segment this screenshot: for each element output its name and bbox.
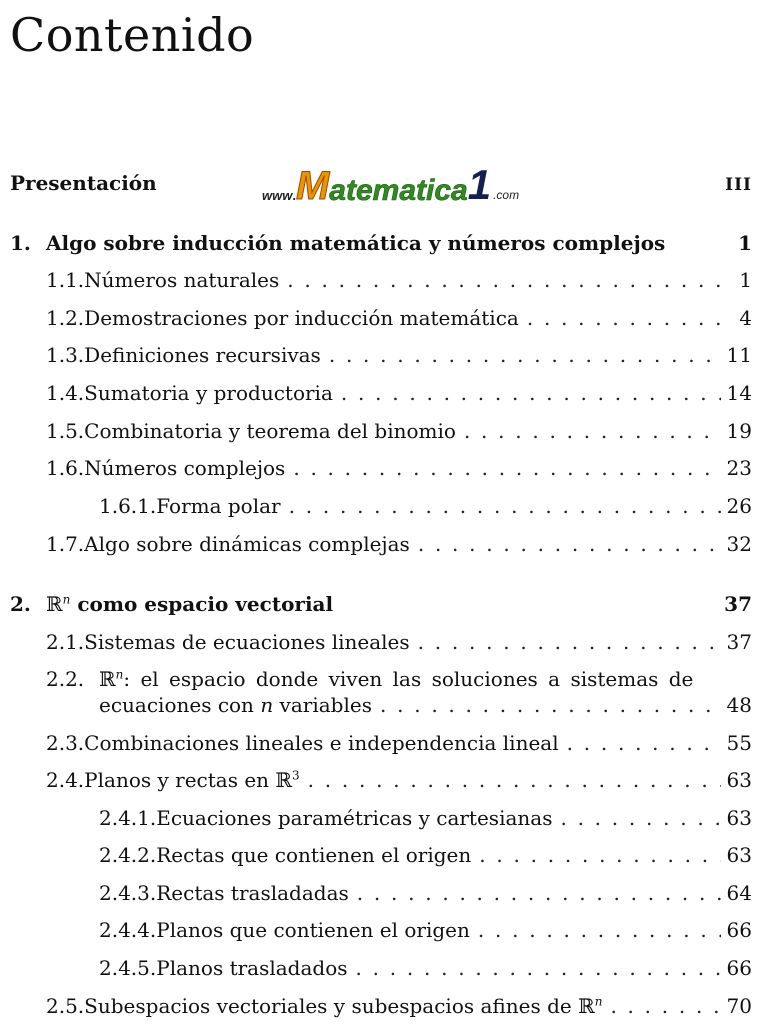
toc-number: 1.3. xyxy=(46,343,85,367)
toc-page-number: 66 xyxy=(726,956,752,980)
toc-page-number: 19 xyxy=(726,419,752,443)
toc-subsection-2-4-3[interactable] xyxy=(99,881,752,905)
toc-page-number: 55 xyxy=(726,731,752,755)
toc-entry-label: Definiciones recursivas xyxy=(84,343,321,367)
toc-leader xyxy=(610,994,720,1018)
toc-number: 2.4.4. xyxy=(99,918,157,942)
toc-entry-label: Números complejos xyxy=(84,456,286,480)
toc-entry-label: ecuaciones con n variables xyxy=(99,693,372,717)
toc-section-2-5[interactable] xyxy=(46,994,752,1018)
toc-page-number: 26 xyxy=(726,494,752,518)
toc-leader xyxy=(560,806,720,830)
toc-leader xyxy=(357,881,721,905)
toc-subsection-1-6-1[interactable] xyxy=(99,494,752,518)
toc-leader xyxy=(356,956,721,980)
toc-leader xyxy=(341,381,721,405)
toc-entry-label: Combinatoria y teorema del binomio xyxy=(84,419,456,443)
toc-page-number: 37 xyxy=(724,592,752,616)
toc-entry-label: Planos que contienen el origen xyxy=(156,918,470,942)
toc-section-1-5[interactable] xyxy=(46,419,752,443)
toc-page-number: 32 xyxy=(726,532,752,556)
toc-page-number: III xyxy=(725,175,752,195)
toc-entry-label: Ecuaciones paramétricas y cartesianas xyxy=(156,806,553,830)
toc-page-number: 63 xyxy=(726,806,752,830)
toc-entry-label: Rectas trasladadas xyxy=(156,881,349,905)
toc-leader xyxy=(287,268,733,292)
toc-subsection-2-4-1[interactable] xyxy=(99,806,752,830)
toc-leader xyxy=(418,630,721,654)
toc-section-2-1[interactable] xyxy=(46,630,752,654)
toc-leader xyxy=(567,731,721,755)
toc-section-1-6[interactable] xyxy=(46,456,752,480)
toc-page-number: 23 xyxy=(726,456,752,480)
page-title: Contenido xyxy=(10,8,255,62)
toc-leader xyxy=(293,456,720,480)
toc-section-1-4[interactable] xyxy=(46,381,752,405)
toc-subsection-2-4-4[interactable] xyxy=(99,918,752,942)
toc-page-number: 63 xyxy=(726,768,752,792)
toc-page-number: 64 xyxy=(726,881,752,905)
toc-entry-label: Sistemas de ecuaciones lineales xyxy=(84,630,410,654)
toc-number: 1.1. xyxy=(46,268,85,292)
toc-entry-label: Algo sobre dinámicas complejas xyxy=(84,532,410,556)
toc-entry-label: Sumatoria y productoria xyxy=(84,381,333,405)
matematica1-logo: www . M atematica 1 .com xyxy=(262,161,520,208)
toc-section-2-4[interactable] xyxy=(46,768,752,792)
toc-number: 2.3. xyxy=(46,731,85,755)
toc-page-number: 1 xyxy=(739,268,752,292)
toc-number: 2.4.3. xyxy=(99,881,157,905)
toc-leader xyxy=(479,843,720,867)
toc-number: 2.1. xyxy=(46,630,85,654)
toc-leader xyxy=(329,343,721,367)
toc-number: 2. xyxy=(10,592,31,616)
toc-number: 2.5. xyxy=(46,994,85,1018)
toc-entry-label: Forma polar xyxy=(156,494,281,518)
toc-page-number: 11 xyxy=(726,343,752,367)
toc-entry-label: Algo sobre inducción matemática y números complejos xyxy=(46,231,666,255)
toc-number: 1.4. xyxy=(46,381,85,405)
toc-entry-label: Rectas que contienen el origen xyxy=(156,843,472,867)
toc-section-2-2-line1: ℝ$^n$: el espacio donde viven las soluciones a sistemas de xyxy=(99,667,694,691)
toc-number: 2.4.5. xyxy=(99,956,157,980)
toc-number: 2.2. xyxy=(46,667,85,691)
toc-subsection-2-4-2[interactable] xyxy=(99,843,752,867)
toc-chapter-1[interactable] xyxy=(10,231,752,255)
toc-page-number: 4 xyxy=(739,306,752,330)
toc-chapter-2[interactable] xyxy=(10,592,752,616)
toc-section-1-7[interactable] xyxy=(46,532,752,556)
toc-section-1-3[interactable] xyxy=(46,343,752,367)
toc-number: 1.6. xyxy=(46,456,85,480)
toc-number: 1.7. xyxy=(46,532,85,556)
toc-entry-label: Planos trasladados xyxy=(156,956,348,980)
toc-section-2-2-line2 xyxy=(99,693,752,717)
toc-section-2-3[interactable] xyxy=(46,731,752,755)
toc-entry-label: Combinaciones lineales e independencia lineal xyxy=(84,731,559,755)
toc-page-number: 70 xyxy=(726,994,752,1018)
toc-number: 1.6.1. xyxy=(99,494,157,518)
toc-page-number: 63 xyxy=(726,843,752,867)
toc-entry-label: Planos y rectas en ℝ$^3$ xyxy=(84,768,300,792)
toc-leader xyxy=(289,494,721,518)
toc-number: 2.4. xyxy=(46,768,85,792)
toc-leader xyxy=(464,419,721,443)
toc-entry-label: Subespacios vectoriales y subespacios afines de ℝ$^n$ xyxy=(84,994,603,1018)
toc-number: 2.4.2. xyxy=(99,843,157,867)
toc-number: 2.4.1. xyxy=(99,806,157,830)
toc-leader xyxy=(308,768,721,792)
toc-leader xyxy=(478,918,721,942)
toc-entry-label: Demostraciones por inducción matemática xyxy=(84,306,519,330)
toc-leader xyxy=(418,532,721,556)
toc-section-1-1[interactable] xyxy=(46,268,752,292)
toc-page-number: 66 xyxy=(726,918,752,942)
toc-leader xyxy=(527,306,733,330)
toc-entry-label: ℝ$^n$ como espacio vectorial xyxy=(46,592,334,616)
toc-number: 1. xyxy=(10,231,31,255)
toc-page-number: 14 xyxy=(726,381,752,405)
toc-page-number: 48 xyxy=(726,693,752,717)
toc-entry-label: Números naturales xyxy=(84,268,280,292)
toc-entry-label: Presentación xyxy=(10,171,157,195)
toc-subsection-2-4-5[interactable] xyxy=(99,956,752,980)
toc-number: 1.2. xyxy=(46,306,85,330)
toc-section-1-2[interactable] xyxy=(46,306,752,330)
toc-page-number: 1 xyxy=(738,231,752,255)
toc-leader xyxy=(380,693,721,717)
toc-page-number: 37 xyxy=(726,630,752,654)
toc-number: 1.5. xyxy=(46,419,85,443)
